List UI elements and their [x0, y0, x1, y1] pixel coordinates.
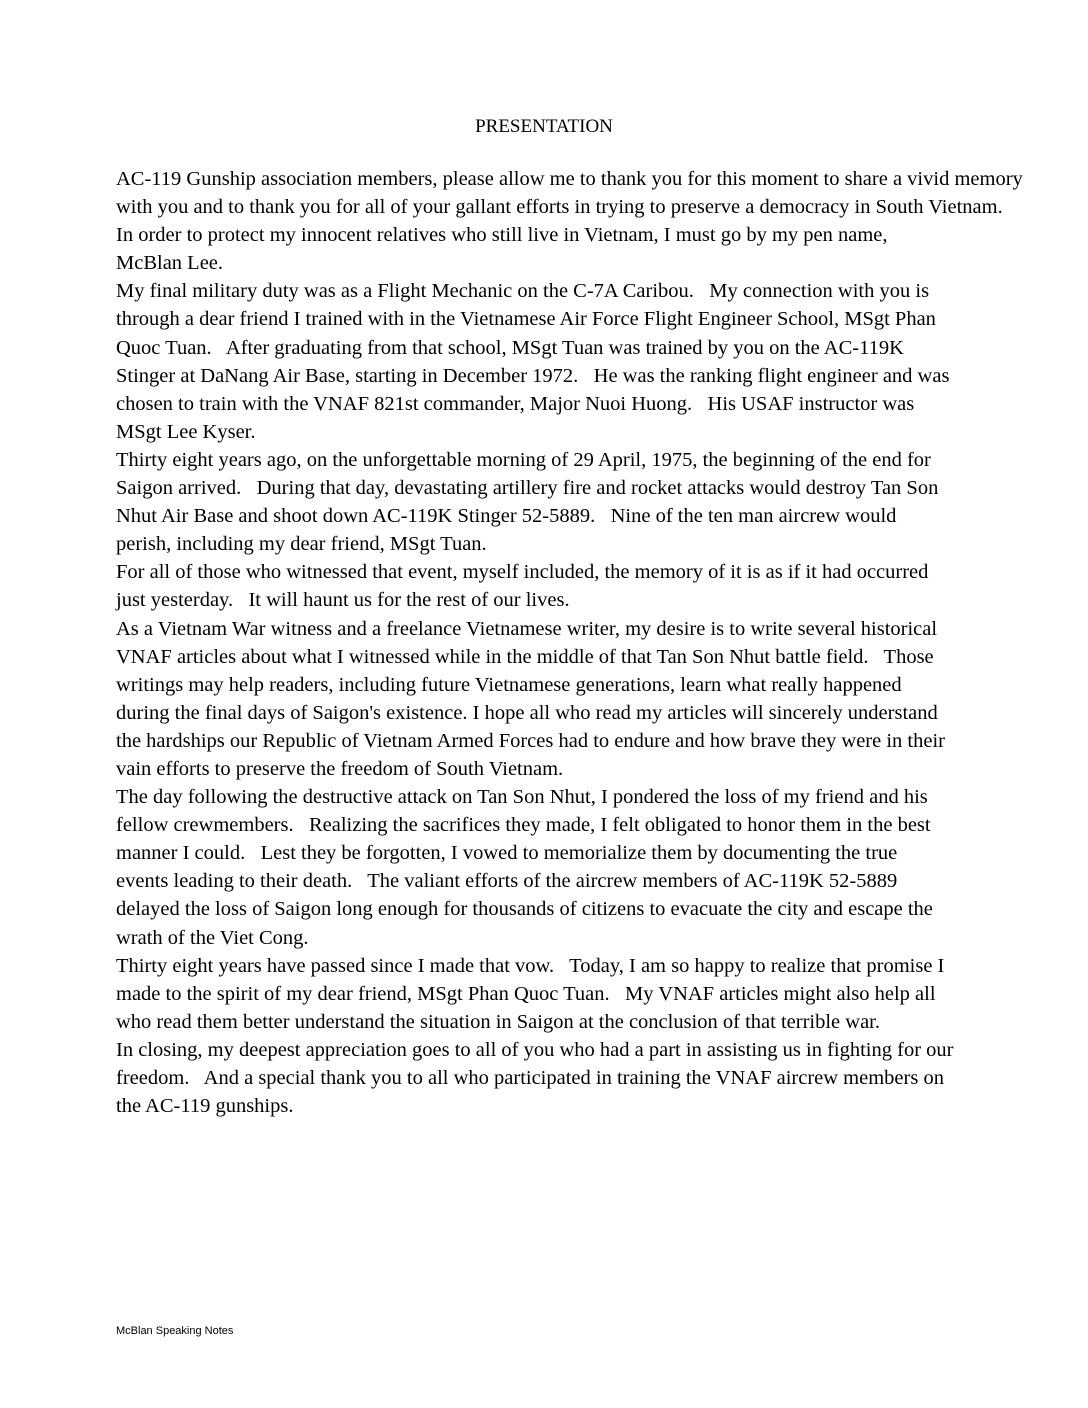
text-line: chosen to train with the VNAF 821st commander, Major Nuoi Huong. His USAF instructor was — [116, 392, 915, 415]
text-line: with you and to thank you for all of your gallant efforts in trying to preserve a democracy in South Vietnam. — [116, 196, 1003, 219]
text-line: Thirty eight years ago, on the unforgettable morning of 29 April, 1975, the beginning of the end for — [116, 448, 931, 471]
text-line: The day following the destructive attack on Tan Son Nhut, I pondered the loss of my friend and his — [116, 786, 928, 809]
text-line: Saigon arrived. During that day, devastating artillery fire and rocket attacks would destroy Tan Son — [116, 477, 939, 500]
text-line: vain efforts to preserve the freedom of South Vietnam. — [116, 757, 564, 780]
text-line: AC-119 Gunship association members, please allow me to thank you for this moment to share a vivid memory — [116, 168, 1023, 190]
text-line: Nhut Air Base and shoot down AC-119K Stinger 52-5889. Nine of the ten man aircrew would — [116, 505, 897, 528]
text-line: through a dear friend I trained with in the Vietnamese Air Force Flight Engineer School, MSgt Phan — [116, 308, 936, 331]
text-line: made to the spirit of my dear friend, MSgt Phan Quoc Tuan. My VNAF articles might also help all — [116, 982, 936, 1005]
text-line: As a Vietnam War witness and a freelance Vietnamese writer, my desire is to write several historical — [116, 617, 938, 640]
text-line: during the final days of Saigon's existence. I hope all who read my articles will sincerely understand — [116, 701, 938, 724]
page-title: PRESENTATION — [475, 116, 613, 137]
text-line: McBlan Lee. — [116, 252, 224, 275]
text-line: VNAF articles about what I witnessed while in the middle of that Tan Son Nhut battle field. Those — [116, 645, 934, 668]
text-line: manner I could. Lest they be forgotten, I vowed to memorialize them by documenting the true — [116, 842, 898, 865]
text-line: who read them better understand the situation in Saigon at the conclusion of that terrible war. — [116, 1010, 880, 1033]
text-line: MSgt Lee Kyser. — [116, 420, 256, 443]
text-line: just yesterday. It will haunt us for the rest of our lives. — [116, 589, 570, 612]
text-line: Thirty eight years have passed since I made that vow. Today, I am so happy to realize that promise I — [116, 954, 945, 977]
text-line: the hardships our Republic of Vietnam Armed Forces had to endure and how brave they were in their — [116, 729, 945, 752]
text-line: perish, including my dear friend, MSgt Tuan. — [116, 533, 487, 556]
text-line: My final military duty was as a Flight Mechanic on the C-7A Caribou. My connection with you is — [116, 280, 930, 303]
body-text — [116, 165, 1056, 1120]
text-line: wrath of the Viet Cong. — [116, 926, 309, 949]
text-line: Stinger at DaNang Air Base, starting in December 1972. He was the ranking flight engineer and was — [116, 364, 950, 387]
text-line: events leading to their death. The valiant efforts of the aircrew members of AC-119K 52-5889 — [116, 870, 898, 893]
text-line: Quoc Tuan. After graduating from that school, MSgt Tuan was trained by you on the AC-119K — [116, 336, 904, 359]
text-line: For all of those who witnessed that event, myself included, the memory of it is as if it had occurred — [116, 561, 929, 584]
text-line: In closing, my deepest appreciation goes to all of you who had a part in assisting us in fighting for our — [116, 1038, 954, 1061]
text-line: In order to protect my innocent relatives who still live in Vietnam, I must go by my pen name, — [116, 224, 888, 247]
text-line: delayed the loss of Saigon long enough for thousands of citizens to evacuate the city and escape the — [116, 898, 933, 921]
text-line: the AC-119 gunships. — [116, 1095, 294, 1118]
text-line: freedom. And a special thank you to all who participated in training the VNAF aircrew members on — [116, 1067, 944, 1089]
text-line: fellow crewmembers. Realizing the sacrifices they made, I felt obligated to honor them in the best — [116, 814, 931, 837]
text-line: writings may help readers, including future Vietnamese generations, learn what really happened — [116, 673, 902, 696]
page-footer: McBlan Speaking Notes — [116, 1325, 234, 1337]
